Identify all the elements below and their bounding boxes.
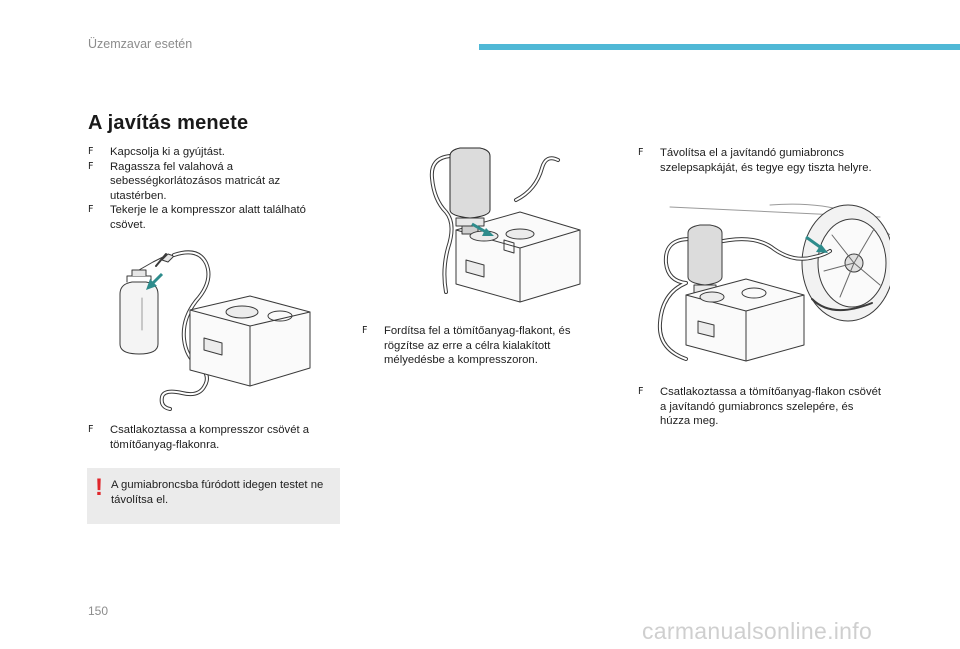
step-item <box>88 145 338 160</box>
step-text: Csatlakoztassa a kompresszor csövét a tömítőanyag-flakonra. <box>110 424 310 451</box>
bullet-icon: F <box>638 386 644 397</box>
step-text: Fordítsa fel a tömítőanyag-flakont, és rögzítse az erre a célra kialakított mélyedésbe a kompresszoron. <box>384 325 571 367</box>
step-text: Ragassza fel valahová a sebességkorlátozásos matricát az utastérben. <box>110 160 281 202</box>
bullet-icon: F <box>88 204 94 216</box>
step-item <box>638 146 886 175</box>
step-text: Csatlakoztassa a tömítőanyag-flakon csövét a javítandó gumiabroncs szelepére, és húzza meg. <box>660 386 882 428</box>
step-text: Kapcsolja ki a gyújtást. <box>110 146 225 158</box>
step-text: Távolítsa el a javítandó gumiabroncs szelepsapkáját, és tegye egy tiszta helyre. <box>660 147 872 174</box>
section-title: A javítás menete <box>88 112 249 134</box>
compressor-flask-hose-icon <box>112 252 328 412</box>
step-item <box>88 203 342 232</box>
bullet-icon: F <box>638 147 644 158</box>
header-accent-bar <box>479 44 960 50</box>
bullet-icon: F <box>362 325 368 336</box>
page-number: 150 <box>88 604 109 618</box>
step-connect-to-valve <box>638 385 886 429</box>
step-connect-hose-to-flask <box>88 423 338 452</box>
bullet-icon: F <box>88 424 94 435</box>
warning-text: A gumiabroncsba fúródott idegen testet ne távolítsa el. <box>111 479 324 506</box>
bullet-icon: F <box>88 146 94 157</box>
step-item <box>362 324 590 368</box>
step-item <box>88 423 338 452</box>
watermark: carmanualsonline.info <box>642 618 873 644</box>
header-title: Üzemzavar esetén <box>88 37 193 51</box>
step-invert-flask <box>362 324 590 368</box>
bullet-icon: F <box>88 160 94 172</box>
inverted-flask-on-compressor-icon <box>420 148 590 308</box>
step-remove-valve-cap <box>638 146 886 175</box>
warning-icon: ! <box>95 474 103 501</box>
step-item <box>638 385 886 429</box>
steps-col1-top <box>88 145 338 233</box>
step-text: Tekerje le a kompresszor alatt található csövet. <box>110 204 306 231</box>
hose-to-tyre-valve-icon <box>650 203 890 363</box>
step-item <box>88 160 305 204</box>
